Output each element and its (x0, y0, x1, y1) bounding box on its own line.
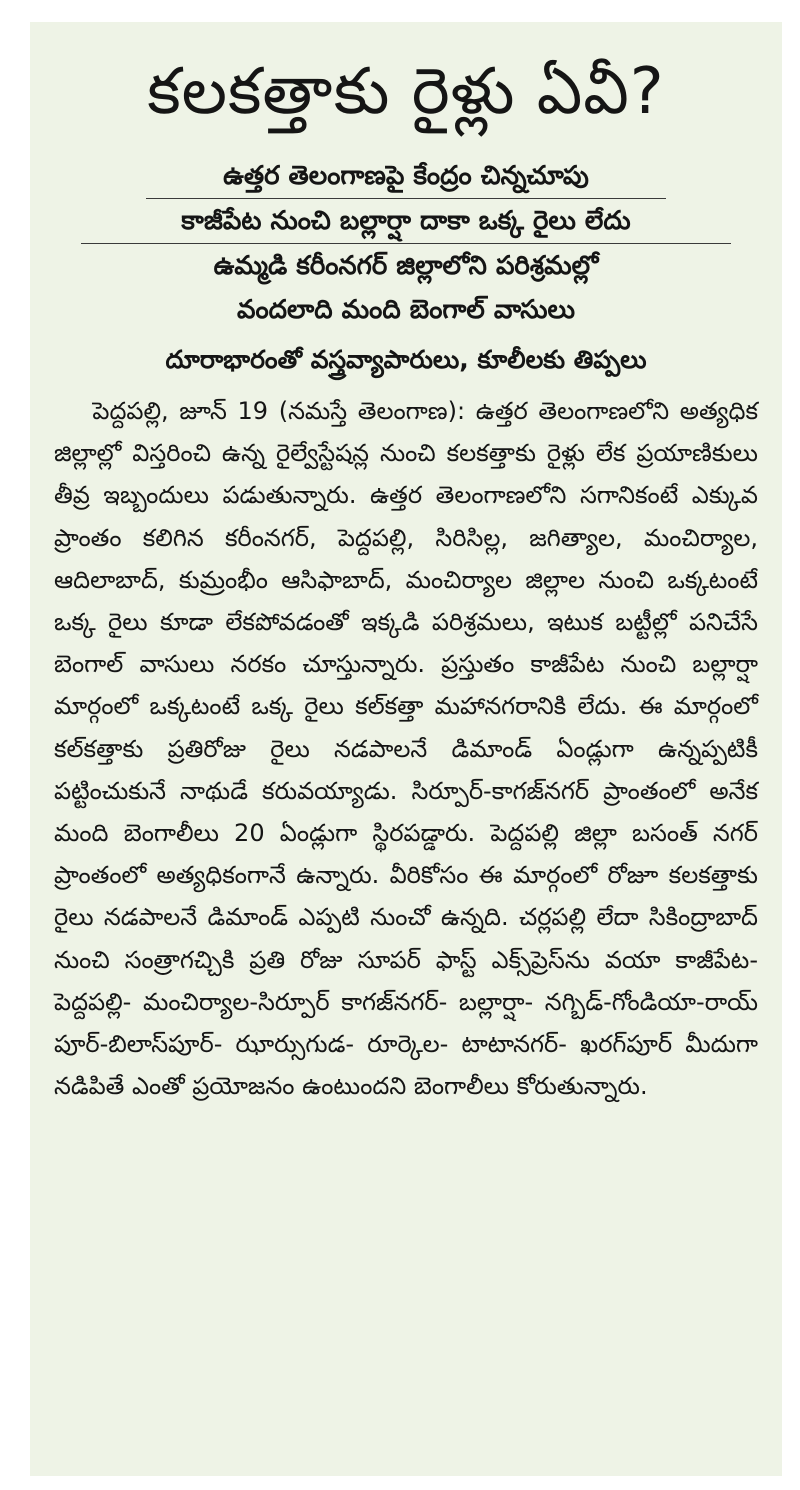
article-body: పెద్దపల్లి, జూన్ 19 (నమస్తే తెలంగాణ): ఉత్తర తెలంగాణలోని అత్యధిక జిల్లాల్లో విస్తరించి ఉన్న రైల్వేస్టేషన్ల నుంచి కలకత్తాకు రైళ్లు లేక ప్రయాణికులు తీవ్ర ఇబ్బందులు పడుతున్నారు. ఉత్తర తెలంగాణలోని సగానికంటే ఎక్కువ ప్రాంతం కలిగిన కరీంనగర్, పెద్దపల్లి, సిరిసిల్ల, జగిత్యాల, మంచిర్యాల, ఆదిలాబాద్, కుమ్రంభీం ఆసిఫాబాద్, మంచిర్యాల జిల్లాల నుంచి ఒక్కటంటే ఒక్క రైలు కూడా లేకపోవడంతో ఇక్కడి పరిశ్రమలు, ఇటుక బట్టీల్లో పనిచేసే బెంగాల్ వాసులు నరకం చూస్తున్నారు. ప్రస్తుతం కాజీపేట నుంచి బల్లార్షా మార్గంలో ఒక్కటంటే ఒక్క రైలు కల్‌కత్తా మహానగరానికి లేదు. ఈ మార్గంలో కల్‌కత్తాకు ప్రతిరోజు రైలు నడపాలనే డిమాండ్ ఏండ్లుగా ఉన్నప్పటికీ పట్టించుకునే నాథుడే కరువయ్యాడు. సిర్పూర్-కాగజ్‌నగర్ ప్రాంతంలో అనేక మంది బెంగాలీలు 20 ఏండ్లుగా స్థిరపడ్డారు. పెద్దపల్లి జిల్లా బసంత్ నగర్ ప్రాంతంలో అత్యధికంగానే ఉన్నారు. వీరికోసం ఈ మార్గంలో రోజూ కలకత్తాకు రైలు నడపాలనే డిమాండ్ ఎప్పటి నుంచో ఉన్నది. చర్లపల్లి లేదా సికింద్రాబాద్ నుంచి సంత్రాగచ్చికి ప్రతి రోజు సూపర్ ఫాస్ట్ ఎక్స్‌ప్రెస్‌ను వయా కాజీపేట-పెద్దపల్లి- మంచిర్యాల-సిర్పూర్ కాగజ్‌నగర్- బల్లార్షా- నగ్బిడ్-గోండియా-రాయ్ పూర్-బిలాస్‌పూర్- ఝార్సుగుడ- రూర్కెల- టాటానగర్- ఖరగ్‌పూర్ మీదుగా నడిపితే ఎంతో ప్రయోజనం ఉంటుందని బెంగాలీలు కోరుతున్నారు. (54, 397, 758, 1101)
newspaper-clipping (30, 22, 782, 1476)
subheading-3: ఉమ్మడి కరీంనగర్ జిల్లాలోని పరిశ్రమల్లో (213, 251, 599, 281)
subheading-4: వందలాది మంది బెంగాల్ వాసులు (237, 295, 575, 325)
subheading-5: దూరాభారంతో వస్త్రవ్యాపారులు, కూలీలకు తిప్పలు (165, 345, 647, 374)
subheading-2: కాజీపేట నుంచి బల్లార్షా దాకా ఒక్క రైలు లేదు (181, 206, 631, 236)
headline: కలకత్తాకు రైళ్లు ఏవీ? (147, 55, 665, 129)
subheading-1: ఉత్తర తెలంగాణపై కేంద్రం చిన్నచూపు (223, 161, 589, 191)
subheadings (54, 154, 758, 382)
